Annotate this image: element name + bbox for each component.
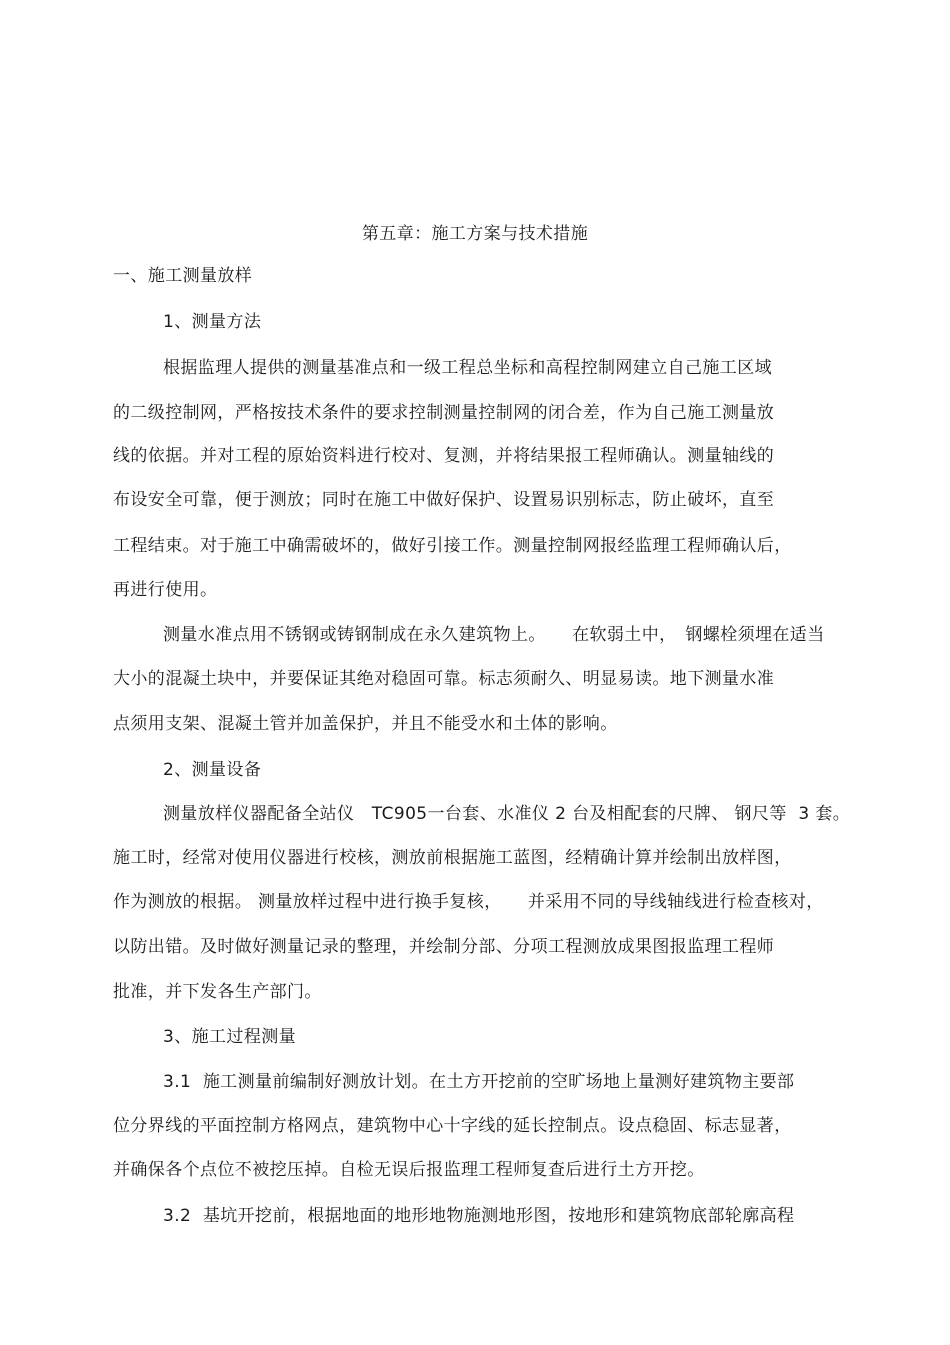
paragraph-line: 位分界线的平面控制方格网点，建筑物中心十字线的延长控制点。设点稳固、标志显著，	[113, 1116, 792, 1136]
paragraph-line: 再进行使用。	[113, 580, 218, 600]
paragraph-line: 测量水准点用不锈钢或铸钢制成在永久建筑物上。 在软弱土中， 钢螺栓须埋在适当	[163, 625, 825, 645]
paragraph-line: 大小的混凝土块中，并要保证其绝对稳固可靠。标志须耐久、明显易读。地下测量水准	[113, 669, 775, 689]
paragraph-line: 测量放样仪器配备全站仪 TC905一台套、水准仪 2 台及相配套的尺牌、 钢尺等 3 套。	[163, 804, 851, 824]
paragraph-line: 布设安全可靠，便于测放；同时在施工中做好保护、设置易识别标志，防止破坏，直至	[113, 490, 775, 510]
paragraph-line: 线的依据。并对工程的原始资料进行校对、复测，并将结果报工程师确认。测量轴线的	[113, 446, 775, 466]
paragraph-line: 的二级控制网，严格按技术条件的要求控制测量控制网的闭合差，作为自己施工测量放	[113, 403, 775, 423]
paragraph-line: 点须用支架、混凝土管并加盖保护，并且不能受水和土体的影响。	[113, 714, 618, 734]
paragraph-line: 以防出错。及时做好测量记录的整理，并绘制分部、分项工程测放成果图报监理工程师	[113, 937, 775, 957]
paragraph-line: 3.1 施工测量前编制好测放计划。在土方开挖前的空旷场地上量测好建筑物主要部	[163, 1072, 795, 1092]
paragraph-line: 3.2 基坑开挖前，根据地面的地形地物施测地形图，按地形和建筑物底部轮廓高程	[163, 1206, 795, 1226]
paragraph-line: 批准，并下发各生产部门。	[113, 982, 322, 1002]
subsection-heading-measurement-equipment: 2、测量设备	[163, 760, 262, 780]
subsection-heading-measurement-method: 1、测量方法	[163, 312, 262, 332]
paragraph-line: 施工时，经常对使用仪器进行校核，测放前根据施工蓝图，经精确计算并绘制出放样图，	[113, 848, 792, 868]
paragraph-line: 并确保各个点位不被挖压掉。自检无误后报监理工程师复查后进行土方开挖。	[113, 1160, 705, 1180]
subsection-heading-construction-process-measurement: 3、施工过程测量	[163, 1027, 297, 1047]
paragraph-line: 工程结束。对于施工中确需破坏的，做好引接工作。测量控制网报经监理工程师确认后，	[113, 536, 792, 556]
paragraph-line: 作为测放的根据。 测量放样过程中进行换手复核， 并采用不同的导线轴线进行检查核对，	[113, 892, 824, 912]
paragraph-line: 根据监理人提供的测量基准点和一级工程总坐标和高程控制网建立自己施工区域	[163, 358, 772, 378]
section-heading: 一、施工测量放样	[113, 266, 253, 286]
chapter-title: 第五章：施工方案与技术措施	[361, 224, 589, 244]
